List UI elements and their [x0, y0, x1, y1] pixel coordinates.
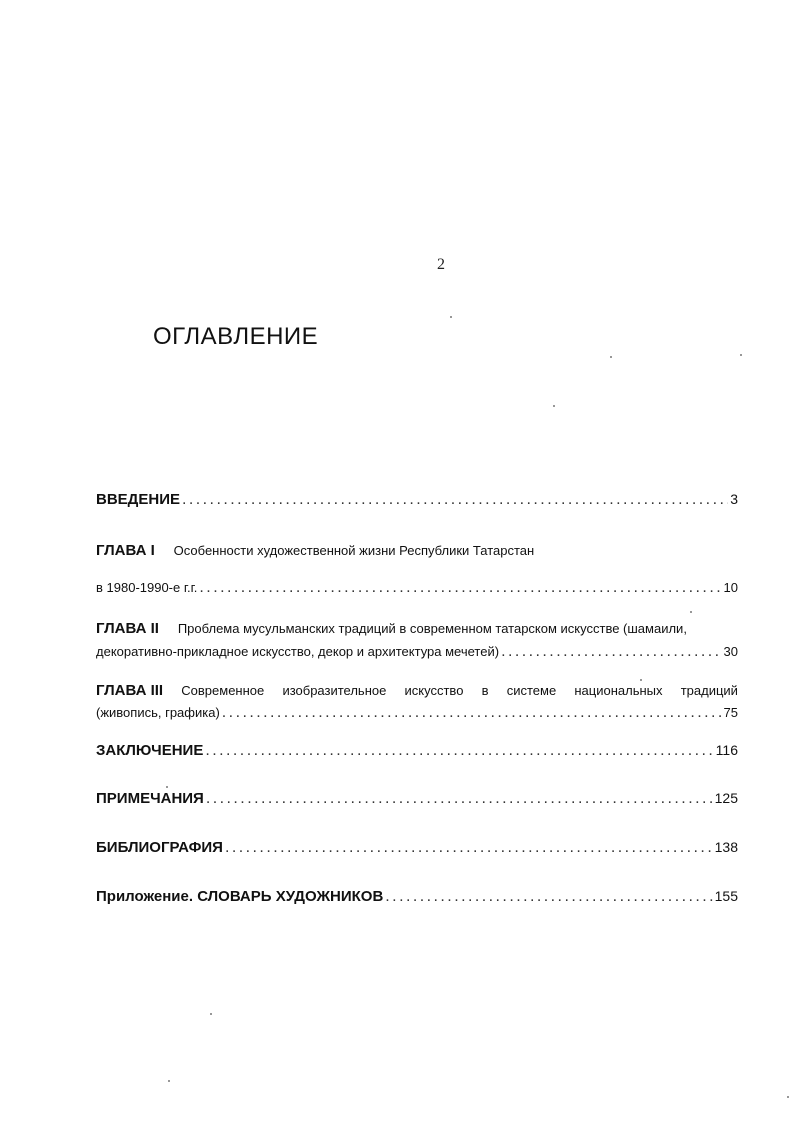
- scan-speck: [610, 356, 612, 358]
- toc-entry-page: 138: [714, 839, 738, 855]
- toc-entry-chapter-3[interactable]: [96, 682, 738, 699]
- chapter-title-cont: в 1980-1990-е г.г.: [96, 580, 198, 595]
- dot-leader: [205, 742, 713, 760]
- scan-speck: [450, 316, 452, 318]
- toc-entry-bibliography[interactable]: [96, 839, 738, 857]
- scan-speck: [168, 1080, 170, 1082]
- toc-entry-page: 75: [723, 705, 738, 720]
- chapter-title-word: искусство: [404, 683, 464, 698]
- scan-speck: [787, 1096, 789, 1098]
- chapter-title-word: Современное: [181, 683, 265, 698]
- chapter-title-word: традиций: [680, 683, 738, 698]
- toc-entry-page: 10: [723, 580, 738, 595]
- toc-entry-intro[interactable]: [96, 491, 738, 509]
- toc-entry-label: ЗАКЛЮЧЕНИЕ: [96, 742, 204, 759]
- chapter-label: ГЛАВА II: [96, 620, 159, 637]
- scan-speck: [553, 405, 555, 407]
- toc-entry-label: ПРИМЕЧАНИЯ: [96, 790, 204, 807]
- scan-speck: [640, 679, 642, 681]
- dot-leader: [182, 491, 728, 509]
- toc-entry-chapter-1[interactable]: [96, 542, 738, 560]
- toc-entry-appendix[interactable]: [96, 888, 738, 906]
- chapter-title-word: национальных: [574, 683, 663, 698]
- chapter-title-word: в: [481, 683, 489, 698]
- toc-entry-chapter-3-cont[interactable]: [96, 704, 738, 722]
- chapter-title: Проблема мусульманских традиций в современном татарском искусстве (шамаили,: [177, 621, 687, 636]
- toc-entry-notes[interactable]: [96, 790, 738, 808]
- toc-entry-chapter-2-cont[interactable]: [96, 643, 738, 661]
- chapter-label: ГЛАВА I: [96, 542, 155, 559]
- toc-entry-page: 3: [730, 491, 738, 507]
- chapter-label: ГЛАВА III: [96, 682, 164, 699]
- toc-entry-label: БИБЛИОГРАФИЯ: [96, 839, 223, 856]
- page-number: 2: [437, 256, 445, 273]
- toc-entry-page: 125: [714, 790, 738, 806]
- dot-leader: [385, 888, 712, 906]
- scan-speck: [210, 1013, 212, 1015]
- toc-entry-conclusion[interactable]: [96, 742, 738, 760]
- dot-leader: [501, 643, 721, 661]
- toc-entry-page: 155: [714, 888, 738, 904]
- scan-speck: [690, 611, 692, 613]
- scan-speck: [166, 786, 168, 788]
- toc-entry-label: Приложение. СЛОВАРЬ ХУДОЖНИКОВ: [96, 888, 384, 905]
- toc-entry-page: 116: [715, 742, 738, 758]
- chapter-title-word: изобразительное: [282, 683, 387, 698]
- toc-entry-page: 30: [723, 644, 738, 659]
- scan-speck: [740, 354, 742, 356]
- dot-leader: [199, 579, 721, 597]
- toc-entry-chapter-2[interactable]: [96, 620, 738, 638]
- toc-entry-label: ВВЕДЕНИЕ: [96, 491, 180, 508]
- toc-entry-chapter-1-cont[interactable]: [96, 579, 738, 597]
- chapter-title-cont: (живопись, графика): [96, 705, 220, 720]
- dot-leader: [222, 704, 722, 722]
- chapter-title-word: системе: [506, 683, 557, 698]
- chapter-title: Особенности художественной жизни Республики Татарстан: [173, 543, 535, 558]
- dot-leader: [206, 790, 713, 808]
- toc-title: ОГЛАВЛЕНИЕ: [153, 323, 319, 350]
- chapter-title-cont: декоративно-прикладное искусство, декор и архитектура мечетей): [96, 644, 500, 659]
- dot-leader: [225, 839, 713, 857]
